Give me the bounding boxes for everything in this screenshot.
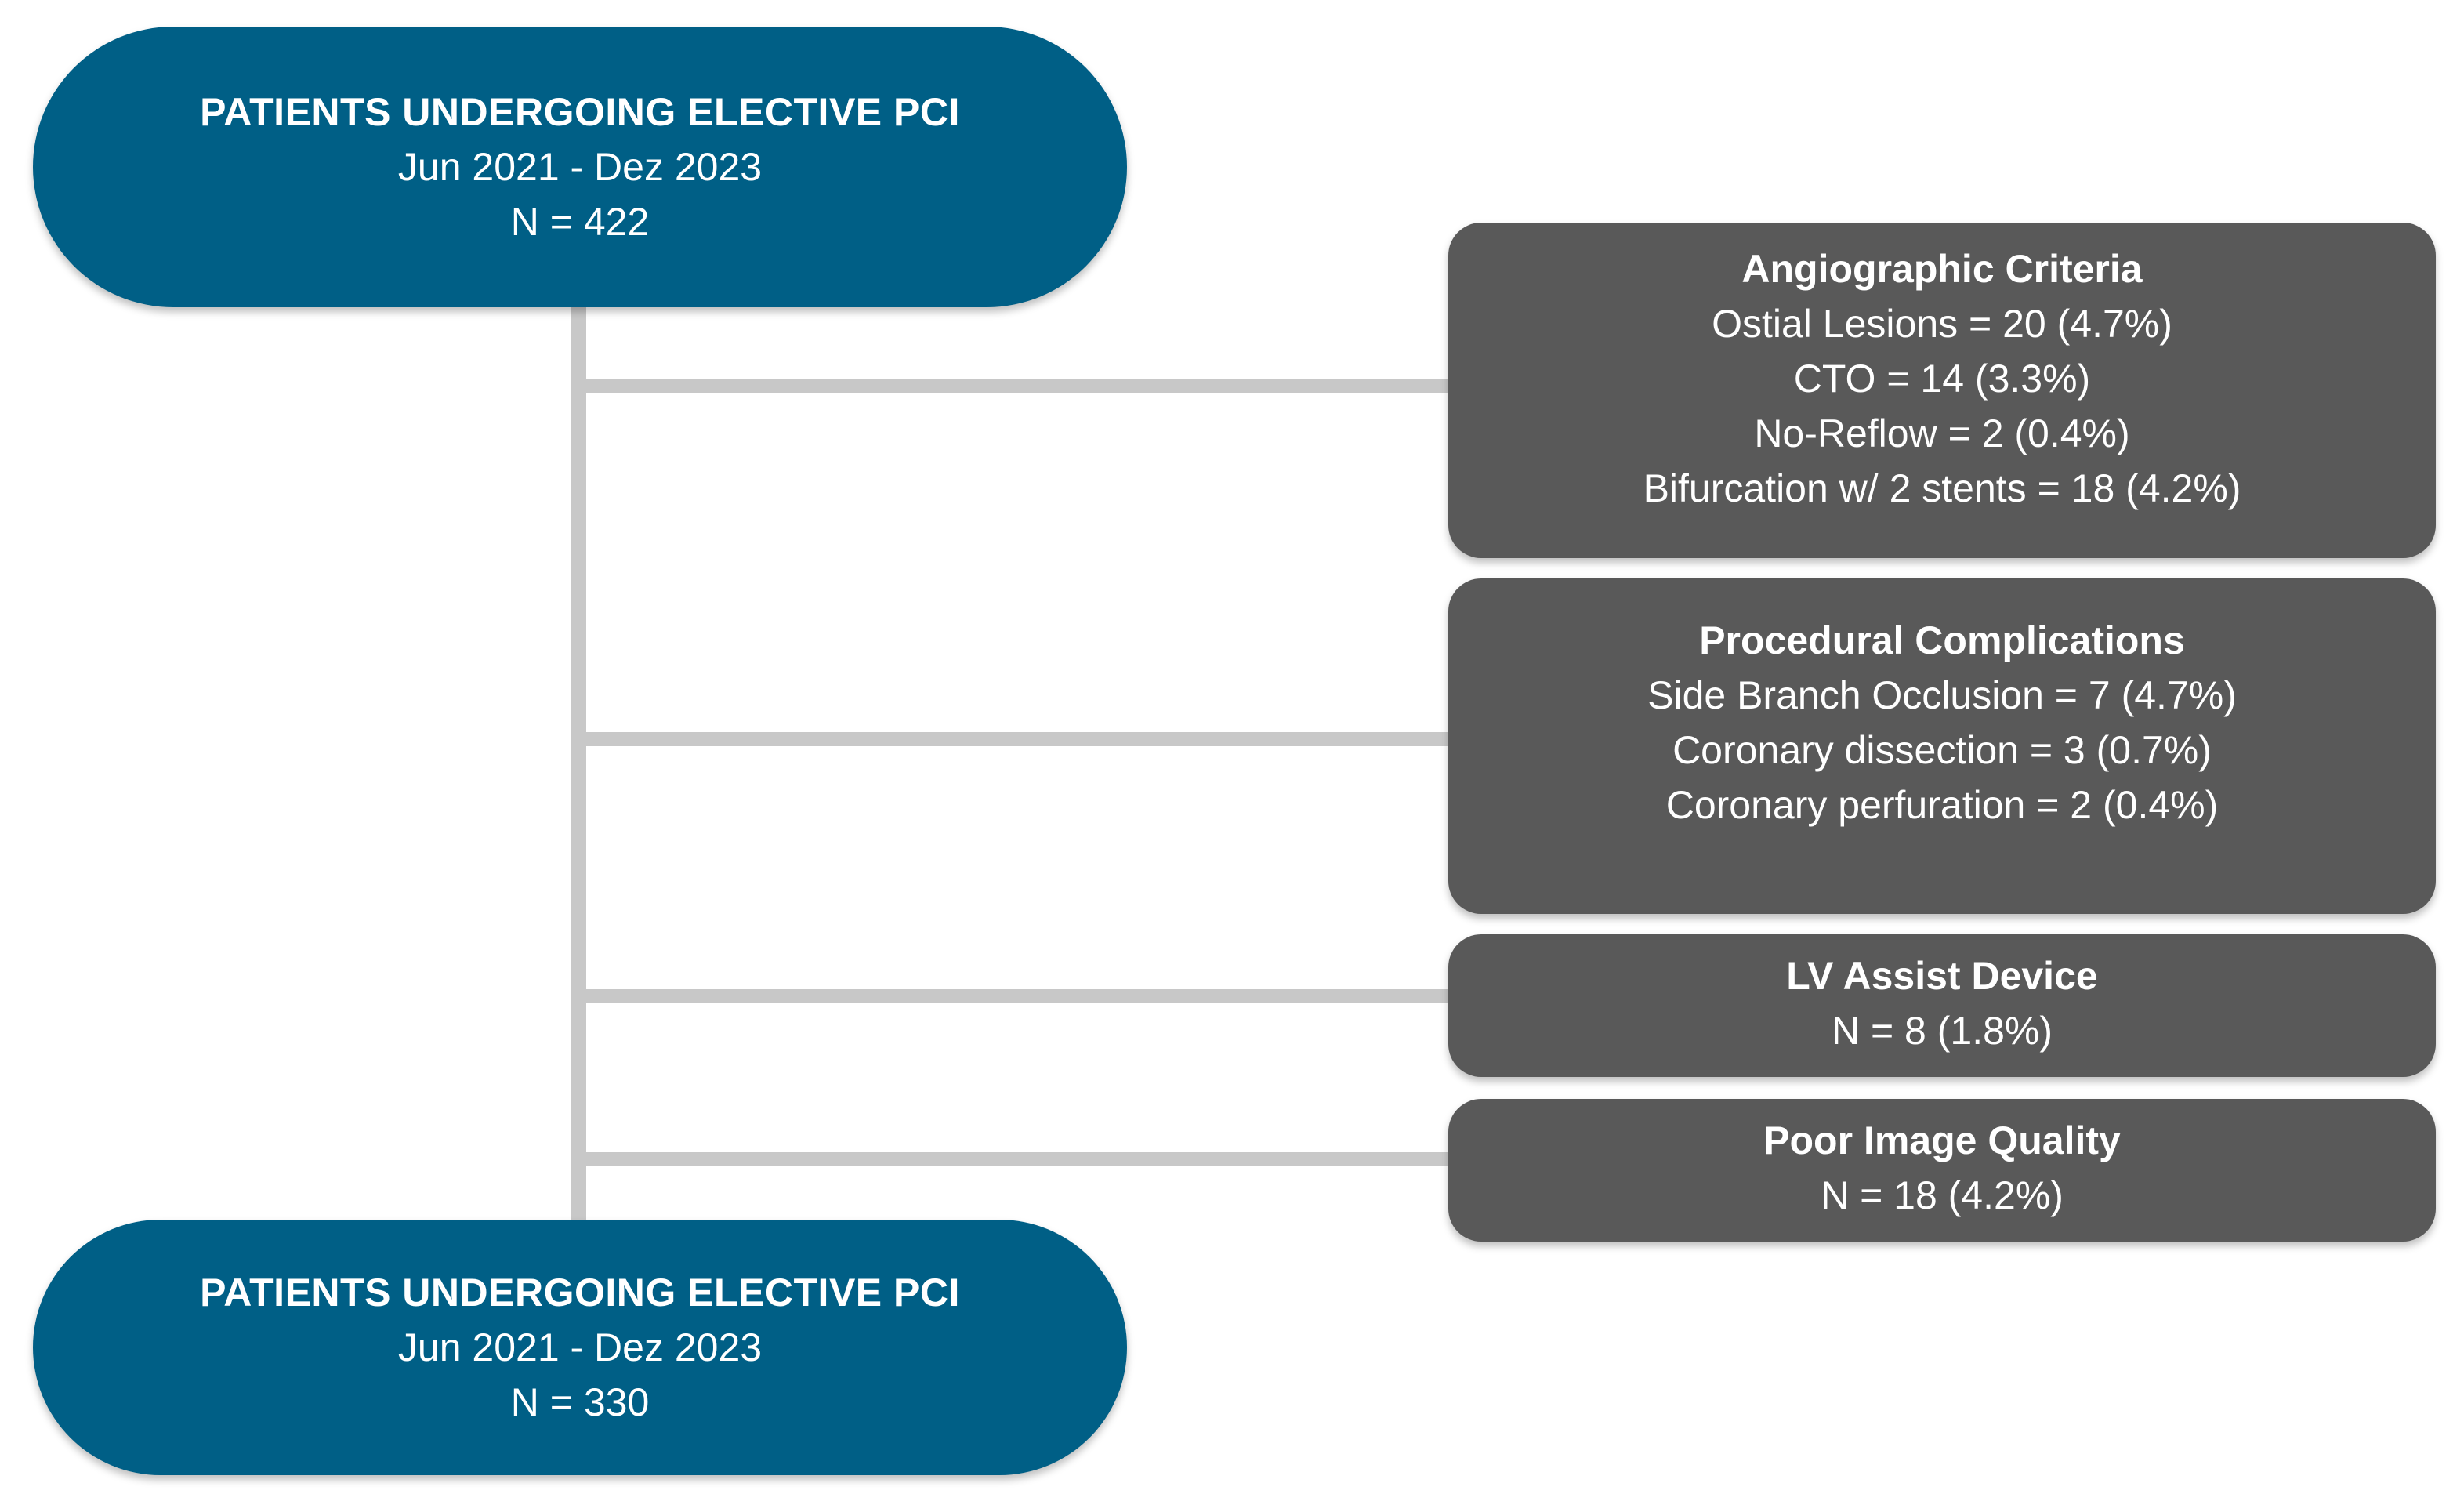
- angiographic-line-cto: CTO = 14 (3.3%): [1793, 357, 2091, 401]
- branch-connector-procedural: [578, 732, 1450, 746]
- angiographic-line-ostial: Ostial Lesions = 20 (4.7%): [1712, 302, 2172, 346]
- angiographic-criteria-title: Angiographic Criteria: [1741, 247, 2143, 291]
- branch-connector-lv-assist: [578, 989, 1450, 1003]
- lv-assist-device-count: N = 8 (1.8%): [1831, 1009, 2053, 1053]
- branch-connector-angiographic: [578, 379, 1450, 393]
- top-node: [33, 27, 1127, 307]
- top-node-period: Jun 2021 - Dez 2023: [397, 145, 763, 189]
- poor-image-quality-count: N = 18 (4.2%): [1821, 1173, 2064, 1217]
- procedural-line-dissection: Coronary dissection = 3 (0.7%): [1672, 728, 2212, 772]
- angiographic-line-no-reflow: No-Reflow = 2 (0.4%): [1754, 412, 2130, 455]
- poor-image-quality-box: [1448, 1099, 2436, 1242]
- bottom-node-period: Jun 2021 - Dez 2023: [397, 1325, 763, 1369]
- procedural-line-side-branch: Side Branch Occlusion = 7 (4.7%): [1647, 673, 2237, 717]
- procedural-complications-title: Procedural Complications: [1699, 618, 2185, 662]
- bottom-node-title: PATIENTS UNDERGOING ELECTIVE PCI: [200, 1271, 960, 1314]
- poor-image-quality-title: Poor Image Quality: [1763, 1119, 2121, 1162]
- bottom-node: [33, 1220, 1127, 1475]
- angiographic-criteria-box: [1448, 223, 2436, 558]
- branch-connector-image-quality: [578, 1152, 1450, 1166]
- top-node-count: N = 422: [510, 200, 650, 244]
- angiographic-line-bifurcation: Bifurcation w/ 2 stents = 18 (4.2%): [1643, 466, 2241, 510]
- procedural-line-perfuration: Coronary perfuration = 2 (0.4%): [1665, 783, 2219, 827]
- bottom-node-count: N = 330: [510, 1380, 650, 1424]
- top-node-title: PATIENTS UNDERGOING ELECTIVE PCI: [200, 90, 960, 134]
- lv-assist-device-box: [1448, 934, 2436, 1077]
- procedural-complications-box: [1448, 578, 2436, 914]
- vertical-connector: [571, 306, 586, 1221]
- lv-assist-device-title: LV Assist Device: [1786, 954, 2098, 998]
